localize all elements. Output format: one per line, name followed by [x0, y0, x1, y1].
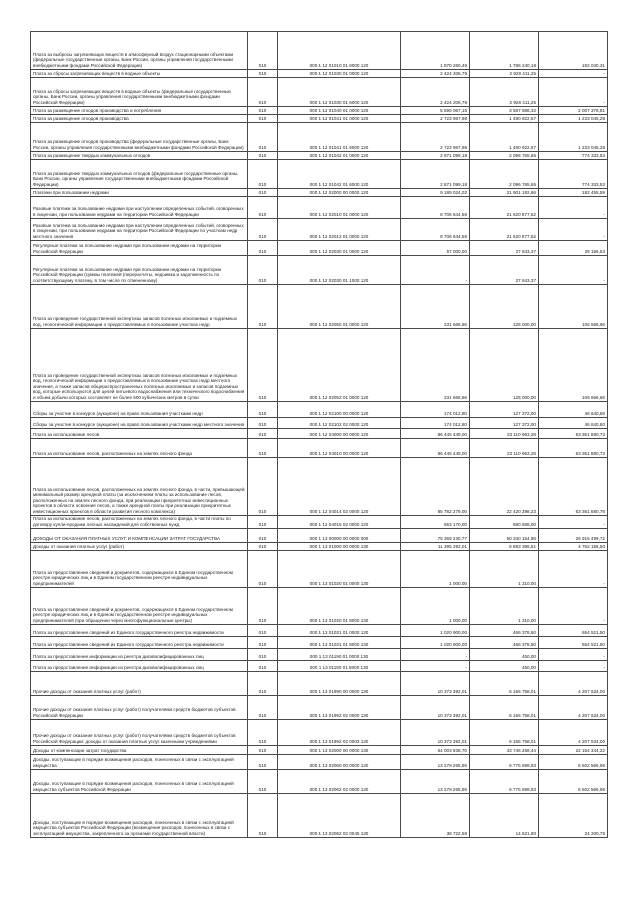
approved-amount: 13 278 265,89 [401, 770, 470, 794]
table-row [31, 746, 608, 755]
executed-amount: 6 775 699,93 [470, 770, 539, 794]
table-row [31, 770, 608, 794]
line-code: 010 [248, 588, 278, 625]
unexecuted-amount: 1 233 045,28 [539, 115, 608, 123]
table-row [31, 696, 608, 720]
line-code: 010 [248, 219, 278, 241]
line-name: Плата за размещение отходов производства [31, 115, 248, 123]
approved-amount: 1 000,00 [401, 588, 470, 625]
executed-amount: 6 165 758,01 [470, 696, 539, 720]
budget-classification-code: 000 1 12 01041 01 0000 120 [278, 115, 401, 123]
approved-amount: 231 666,66 [401, 329, 470, 402]
table-row [31, 189, 608, 197]
budget-classification-code: 000 1 13 02000 00 0000 130 [278, 746, 401, 755]
line-name: Плата за сбросы загрязняющих веществ в водные объекты [31, 70, 248, 78]
approved-amount: 85 782 279,00 [401, 458, 470, 516]
line-code: 010 [248, 543, 278, 551]
line-name: Плата за размещение твердых коммунальных отходов (федеральные государственные органы, Банк России, органы управления государственными внебюджетными фондами Российской Федерации) [31, 160, 248, 189]
line-code: 010 [248, 78, 278, 107]
table-row [31, 329, 608, 402]
line-name: Плата за выбросы загрязняющих веществ в атмосферный воздух стационарными объектами (федеральные государственные органы, Банк России, органы управления государственными внебюджетными фондами Российской Федерации) [31, 32, 248, 70]
unexecuted-amount: 2 007 378,81 [539, 107, 608, 115]
line-name: Плата за предоставление информации из реестра дисквалифицированных лиц [31, 649, 248, 661]
line-name: Сборы за участие в конкурсе (аукционе) на право пользования участками недр местного значения [31, 418, 248, 429]
line-name: Доходы от оказания платных услуг (работ) [31, 543, 248, 551]
table-row [31, 402, 608, 418]
table-row [31, 32, 608, 70]
line-code: 010 [248, 402, 278, 418]
unexecuted-amount: - [539, 256, 608, 285]
approved-amount: 174 012,80 [401, 418, 470, 429]
table-row [31, 625, 608, 637]
approved-amount: 8 706 644,56 [401, 197, 470, 219]
executed-amount: 6 165 758,01 [470, 720, 539, 746]
line-code: 010 [248, 529, 278, 543]
budget-classification-code: 000 1 12 01030 01 6000 120 [278, 78, 401, 107]
executed-amount: 6 775 699,93 [470, 755, 539, 770]
unexecuted-amount: - [539, 78, 608, 107]
unexecuted-amount: 26 916 499,72 [539, 529, 608, 543]
table-row [31, 285, 608, 329]
executed-amount: 23 110 963,28 [470, 439, 539, 458]
unexecuted-amount: 4 207 634,00 [539, 672, 608, 696]
budget-classification-code: 000 1 13 00000 00 0000 000 [278, 529, 401, 543]
line-code: 010 [248, 458, 278, 516]
executed-amount: 466 378,50 [470, 637, 539, 649]
line-name: Плата за использование лесов [31, 429, 248, 439]
approved-amount: 231 666,66 [401, 285, 470, 329]
executed-amount: 2 928 411,25 [470, 70, 539, 78]
approved-amount: - [401, 661, 470, 672]
line-code: 010 [248, 107, 278, 115]
line-name: Прочие доходы от оказания платных услуг (работ) получателями средств бюджетов субъектов Российской Федерации [31, 696, 248, 720]
report-body [31, 32, 608, 838]
approved-amount: 38 722,58 [401, 794, 470, 838]
unexecuted-amount: 4 207 634,00 [539, 696, 608, 720]
line-name: Регулярные платежи за пользование недрами при пользовании недрами на территории Российской Федерации [31, 241, 248, 256]
unexecuted-amount: - [539, 649, 608, 661]
approved-amount: 86 445 449,00 [401, 429, 470, 439]
budget-classification-code: 000 1 12 01030 01 0000 120 [278, 70, 401, 78]
table-row [31, 115, 608, 123]
approved-amount: 5 595 067,15 [401, 107, 470, 115]
budget-classification-code: 000 1 12 02010 01 0000 120 [278, 197, 401, 219]
executed-amount: 2 096 765,65 [470, 152, 539, 160]
approved-amount: 2 871 099,18 [401, 152, 470, 160]
unexecuted-amount: 774 333,53 [539, 152, 608, 160]
executed-amount: 127 372,00 [470, 402, 539, 418]
approved-amount: 10 373 392,01 [401, 720, 470, 746]
approved-amount: 1 000,00 [401, 551, 470, 588]
table-row [31, 720, 608, 746]
unexecuted-amount: 63 361 880,73 [539, 429, 608, 439]
budget-classification-code: 000 1 13 01031 01 8000 130 [278, 637, 401, 649]
line-name: Плата за размещение отходов производства (федеральные государственные органы, Банк России, органы управления государственными внебюджетными фондами Российской Федерации) [31, 123, 248, 152]
budget-classification-code: 000 1 13 01031 01 0000 130 [278, 625, 401, 637]
approved-amount: 10 373 392,01 [401, 696, 470, 720]
executed-amount: 1 310,00 [470, 551, 539, 588]
line-name: Доходы от компенсации затрат государства [31, 746, 248, 755]
executed-amount: 2 096 765,65 [470, 160, 539, 189]
line-name: Доходы, поступающие в порядке возмещения расходов, понесенных в связи с эксплуатацией имущества [31, 755, 248, 770]
line-code: 010 [248, 241, 278, 256]
line-code: 010 [248, 661, 278, 672]
line-name: Доходы, поступающие в порядке возмещения расходов, понесенных в связи с эксплуатацией имущества субъектов Российской Федерации [31, 770, 248, 794]
unexecuted-amount: 182 040,31 [539, 32, 608, 70]
budget-classification-code: 000 1 12 01040 01 0000 120 [278, 107, 401, 115]
budget-classification-code: 000 1 12 01010 01 6000 120 [278, 32, 401, 70]
executed-amount: 1 490 922,67 [470, 123, 539, 152]
budget-classification-code: 000 1 13 01020 01 0000 130 [278, 551, 401, 588]
approved-amount: 75 369 230,77 [401, 529, 470, 543]
executed-amount: 450,00 [470, 661, 539, 672]
unexecuted-amount: 106 666,66 [539, 329, 608, 402]
unexecuted-amount: - [539, 219, 608, 241]
line-name: ДОХОДЫ ОТ ОКАЗАНИЯ ПЛАТНЫХ УСЛУГ И КОМПЕНСАЦИИ ЗАТРАТ ГОСУДАРСТВА [31, 529, 248, 543]
line-name: Платежи при пользовании недрами [31, 189, 248, 197]
table-row [31, 672, 608, 696]
executed-amount: 6 693 396,51 [470, 543, 539, 551]
budget-classification-code: 000 1 12 01042 01 0000 120 [278, 152, 401, 160]
table-row [31, 439, 608, 458]
table-row [31, 241, 608, 256]
budget-classification-code: 000 1 13 01020 01 8000 130 [278, 588, 401, 625]
table-row [31, 661, 608, 672]
line-code: 010 [248, 746, 278, 755]
executed-amount: 23 110 963,28 [470, 429, 539, 439]
executed-amount: 43 746 258,44 [470, 746, 539, 755]
line-code: 010 [248, 285, 278, 329]
line-code: 010 [248, 649, 278, 661]
table-row [31, 529, 608, 543]
unexecuted-amount: - [539, 551, 608, 588]
unexecuted-amount: 182 455,59 [539, 189, 608, 197]
line-name: Плата за предоставление сведений из Единого государственного реестра недвижимости [31, 637, 248, 649]
line-code: 010 [248, 429, 278, 439]
unexecuted-amount: 554 521,50 [539, 637, 608, 649]
unexecuted-amount: 1 233 045,28 [539, 123, 608, 152]
budget-classification-code: 000 1 12 04010 00 0000 120 [278, 439, 401, 458]
line-code: 010 [248, 794, 278, 838]
revenue-report-table [30, 31, 608, 838]
executed-amount: 6 165 758,01 [470, 672, 539, 696]
budget-classification-code: 000 1 12 02100 00 0000 120 [278, 402, 401, 418]
unexecuted-amount: 6 502 565,96 [539, 755, 608, 770]
line-code: 010 [248, 696, 278, 720]
line-code: 010 [248, 189, 278, 197]
approved-amount: - [401, 649, 470, 661]
line-code: 010 [248, 720, 278, 746]
line-code: 010 [248, 755, 278, 770]
line-name: Регулярные платежи за пользование недрами при пользовании недрами на территории Российской Федерации (суммы платежей (перерасчеты, недоимка и задолженность по соответствующему платежу, в том числе по отмененному) [31, 256, 248, 285]
budget-classification-code: 000 1 12 04015 02 0000 120 [278, 516, 401, 529]
line-code: 010 [248, 770, 278, 794]
line-name: Плата за использование лесов, расположенных на землях лесного фонда, в части платы по договору купли-продажи лесных насаждений для собственных нужд [31, 516, 248, 529]
executed-amount: 1 786 240,18 [470, 32, 539, 70]
budget-classification-code: 000 1 12 01041 01 6000 120 [278, 123, 401, 152]
line-code: 010 [248, 418, 278, 429]
table-row [31, 70, 608, 78]
table-row [31, 160, 608, 189]
unexecuted-amount: 4 207 634,00 [539, 720, 608, 746]
executed-amount: 1 490 922,67 [470, 115, 539, 123]
approved-amount: 1 020 900,00 [401, 625, 470, 637]
executed-amount: 125 000,00 [470, 329, 539, 402]
unexecuted-amount: 46 640,80 [539, 418, 608, 429]
executed-amount: 2 928 411,25 [470, 78, 539, 107]
line-name: Плата за использование лесов, расположенных на землях лесного фонда, в части, превышающей минимальный размер арендной платы (за исключением платы за использование лесов, расположенных на землях лесного фонда, при реализации приоритетных инвестиционных проектов в области освоения лесов, а также арендной платы при реализации приоритетных инвестиционных проектов в области развития лесного комплекса) [31, 458, 248, 516]
budget-classification-code: 000 1 12 04014 02 0000 120 [278, 458, 401, 516]
table-row [31, 637, 608, 649]
line-code: 010 [248, 329, 278, 402]
budget-classification-code: 000 1 12 02102 02 0000 120 [278, 418, 401, 429]
line-name: Плата за предоставление сведений и документов, содержащихся в Едином государственном реестре юридических лиц и в Едином государственном реестре индивидуальных предпринимателей (при обращении через многофункциональные центры) [31, 588, 248, 625]
approved-amount: 11 395 292,01 [401, 543, 470, 551]
line-code: 010 [248, 637, 278, 649]
line-code: 010 [248, 32, 278, 70]
budget-classification-code: 000 1 12 02030 01 0000 120 [278, 241, 401, 256]
unexecuted-amount: - [539, 588, 608, 625]
line-name: Плата за проведение государственной экспертизы запасов полезных ископаемых и подземных вод, геологической информации о предоставляемых в пользование участках недр местного значения, а также запасов общераспространенных полезных ископаемых и запасов подземных вод, которые используются для целей питьевого водоснабжения или технического водоснабжения и объем добычи которых составляет не более 500 кубических метров в сутки [31, 329, 248, 402]
executed-amount: 27 843,37 [470, 256, 539, 285]
budget-classification-code: 000 1 13 01992 02 0003 130 [278, 720, 401, 746]
unexecuted-amount: 774 333,53 [539, 160, 608, 189]
table-row [31, 794, 608, 838]
approved-amount: 2 871 099,18 [401, 160, 470, 189]
unexecuted-amount: 554 521,50 [539, 625, 608, 637]
table-row [31, 649, 608, 661]
approved-amount: 2 424 206,79 [401, 78, 470, 107]
unexecuted-amount: 106 666,66 [539, 285, 608, 329]
table-row [31, 152, 608, 160]
approved-amount: 9 189 024,02 [401, 189, 470, 197]
executed-amount: 50 340 154,96 [470, 529, 539, 543]
unexecuted-amount: - [539, 197, 608, 219]
table-row [31, 429, 608, 439]
executed-amount: 21 620 977,62 [470, 219, 539, 241]
line-name: Плата за сбросы загрязняющих веществ в водные объекты (федеральные государственные органы, Банк России, органы управления государственными внебюджетными фондами Российской Федерации) [31, 78, 248, 107]
unexecuted-amount: - [539, 70, 608, 78]
line-name: Доходы, поступающие в порядке возмещения расходов, понесенных в связи с эксплуатацией имущества субъектов Российской Федерации (возмещение расходов, понесенных в связи с эксплуатацией имущества, закрепленного за органами государственной власти) [31, 794, 248, 838]
approved-amount: 2 723 967,98 [401, 115, 470, 123]
executed-amount: 690 565,00 [470, 516, 539, 529]
budget-classification-code: 000 1 13 02062 02 0000 130 [278, 770, 401, 794]
table-row [31, 123, 608, 152]
line-code: 010 [248, 256, 278, 285]
executed-amount: 27 843,37 [470, 241, 539, 256]
table-row [31, 78, 608, 107]
table-row [31, 256, 608, 285]
executed-amount: 127 372,00 [470, 418, 539, 429]
table-row [31, 458, 608, 516]
unexecuted-amount: - [539, 516, 608, 529]
line-name: Плата за размещение твердых коммунальных отходов [31, 152, 248, 160]
table-row [31, 107, 608, 115]
line-name: Плата за предоставление информации из реестра дисквалифицированных лиц [31, 661, 248, 672]
unexecuted-amount: 24 200,75 [539, 794, 608, 838]
line-code: 010 [248, 672, 278, 696]
line-name: Прочие доходы от оказания платных услуг (работ) [31, 672, 248, 696]
budget-classification-code: 000 1 12 02012 01 0000 120 [278, 219, 401, 241]
budget-classification-code: 000 1 13 01190 01 8000 130 [278, 661, 401, 672]
table-row [31, 516, 608, 529]
line-name: Разовые платежи за пользование недрами при наступлении определенных событий, оговоренных в лицензии, при пользовании недрами на территории Российской Федерации [31, 197, 248, 219]
unexecuted-amount: 63 361 880,78 [539, 458, 608, 516]
budget-classification-code: 000 1 13 01990 00 0000 130 [278, 672, 401, 696]
approved-amount: 174 012,80 [401, 402, 470, 418]
approved-amount: 57 000,00 [401, 241, 470, 256]
approved-amount: 86 445 449,00 [401, 439, 470, 458]
line-code: 010 [248, 70, 278, 78]
line-code: 010 [248, 160, 278, 189]
table-row [31, 755, 608, 770]
approved-amount: - [401, 256, 470, 285]
line-code: 010 [248, 115, 278, 123]
line-code: 010 [248, 625, 278, 637]
executed-amount: 450,00 [470, 649, 539, 661]
line-name: Прочие доходы от оказания платных услуг (работ) получателями средств бюджетов субъектов Российской Федерации: доходы от оказания платных услуг казенными учреждениями [31, 720, 248, 746]
line-code: 010 [248, 516, 278, 529]
unexecuted-amount: 6 502 565,96 [539, 770, 608, 794]
executed-amount: 3 587 688,32 [470, 107, 539, 115]
line-name: Сборы за участие в конкурсе (аукционе) на право пользования участками недр [31, 402, 248, 418]
executed-amount: 1 310,00 [470, 588, 539, 625]
executed-amount: 22 420 398,23 [470, 458, 539, 516]
unexecuted-amount: 46 640,80 [539, 402, 608, 418]
unexecuted-amount: 63 361 880,73 [539, 439, 608, 458]
approved-amount: 8 706 644,56 [401, 219, 470, 241]
approved-amount: 64 003 938,76 [401, 746, 470, 755]
unexecuted-amount: 22 154 344,22 [539, 746, 608, 755]
table-row [31, 219, 608, 241]
budget-classification-code: 000 1 12 02030 01 1000 120 [278, 256, 401, 285]
approved-amount: 13 278 265,89 [401, 755, 470, 770]
executed-amount: 125 000,00 [470, 285, 539, 329]
budget-classification-code: 000 1 13 01992 02 0000 130 [278, 696, 401, 720]
unexecuted-amount: - [539, 661, 608, 672]
approved-amount: 1 020 900,00 [401, 637, 470, 649]
unexecuted-amount: 29 156,63 [539, 241, 608, 256]
approved-amount: 10 373 392,01 [401, 672, 470, 696]
budget-classification-code: 000 1 12 02050 01 0000 120 [278, 285, 401, 329]
unexecuted-amount: 4 762 155,50 [539, 543, 608, 551]
budget-classification-code: 000 1 12 02000 00 0000 120 [278, 189, 401, 197]
table-row [31, 588, 608, 625]
table-row [31, 418, 608, 429]
line-code: 010 [248, 123, 278, 152]
line-code: 010 [248, 439, 278, 458]
line-name: Плата за использование лесов, расположенных на землях лесного фонда [31, 439, 248, 458]
budget-classification-code: 000 1 13 01190 01 0000 130 [278, 649, 401, 661]
executed-amount: 21 901 192,66 [470, 189, 539, 197]
budget-classification-code: 000 1 12 01042 01 6000 120 [278, 160, 401, 189]
budget-classification-code: 000 1 12 02052 01 0000 120 [278, 329, 401, 402]
approved-amount: 2 723 967,98 [401, 123, 470, 152]
line-name: Плата за проведение государственной экспертизы запасов полезных ископаемых и подземных вод, геологической информации о предоставляемых в пользование участках недр [31, 285, 248, 329]
table-row [31, 197, 608, 219]
table-row [31, 551, 608, 588]
budget-classification-code: 000 1 13 02060 00 0000 130 [278, 755, 401, 770]
executed-amount: 466 378,50 [470, 625, 539, 637]
line-name: Разовые платежи за пользование недрами при наступлении определенных событий, оговоренных в лицензии, при пользовании недрами на территории Российской Федерации по участкам недр местного значения [31, 219, 248, 241]
line-name: Плата за предоставление сведений и документов, содержащихся в Едином государственном реестре юридических лиц и в Едином государственном реестре индивидуальных предпринимателей [31, 551, 248, 588]
line-code: 010 [248, 197, 278, 219]
executed-amount: 21 620 977,62 [470, 197, 539, 219]
line-name: Плата за предоставление сведений из Единого государственного реестра недвижимости [31, 625, 248, 637]
executed-amount: 14 521,80 [470, 794, 539, 838]
table-row [31, 543, 608, 551]
budget-classification-code: 000 1 13 02062 02 0045 130 [278, 794, 401, 838]
line-code: 010 [248, 152, 278, 160]
budget-classification-code: 000 1 13 01000 00 0000 130 [278, 543, 401, 551]
approved-amount: 663 170,00 [401, 516, 470, 529]
line-name: Плата за размещение отходов производства и потребления [31, 107, 248, 115]
budget-classification-code: 000 1 12 04000 00 0000 120 [278, 429, 401, 439]
approved-amount: 1 970 260,49 [401, 32, 470, 70]
line-code: 010 [248, 551, 278, 588]
approved-amount: 2 424 206,79 [401, 70, 470, 78]
